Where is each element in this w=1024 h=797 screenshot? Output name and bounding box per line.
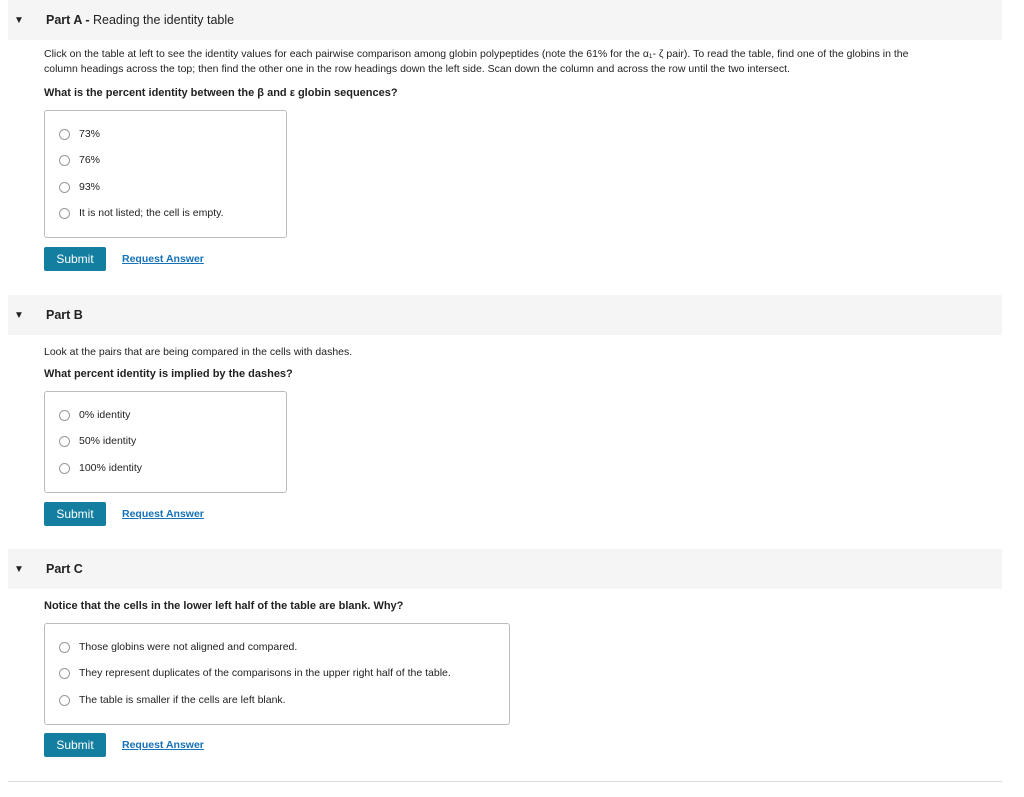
- part-c-title-label: Part C: [46, 562, 83, 576]
- choice-label: They represent duplicates of the comparisons in the upper right half of the table.: [79, 667, 451, 679]
- collapse-toggle-icon[interactable]: ▼: [14, 309, 24, 321]
- part-a-choices: [44, 110, 287, 238]
- choice-76[interactable]: [59, 154, 100, 166]
- part-b-request-answer-link[interactable]: Request Answer: [122, 508, 204, 520]
- choice-label: 93%: [79, 181, 101, 193]
- part-a-submit-button[interactable]: Submit: [44, 247, 106, 271]
- choice-not-aligned[interactable]: [59, 641, 297, 653]
- part-c-question: Notice that the cells in the lower left half of the table are blank. Why?: [44, 600, 404, 612]
- part-b-question: What percent identity is implied by the dashes?: [44, 368, 293, 380]
- collapse-toggle-icon[interactable]: ▼: [14, 563, 24, 575]
- choice-duplicates[interactable]: [59, 667, 451, 679]
- part-b-choices: [44, 391, 287, 493]
- choice-label: It is not listed; the cell is empty.: [79, 207, 224, 219]
- part-a-request-answer-link[interactable]: Request Answer: [122, 253, 204, 265]
- radio-button[interactable]: [59, 182, 70, 193]
- radio-button[interactable]: [59, 642, 70, 653]
- part-c-choices: [44, 623, 510, 725]
- part-a-question: What is the percent identity between the β and ε globin sequences?: [44, 87, 398, 99]
- choice-73[interactable]: [59, 128, 100, 140]
- part-b-title-label: Part B: [46, 308, 83, 322]
- part-a-prompt: [44, 47, 999, 77]
- part-c-submit-button[interactable]: Submit: [44, 733, 106, 757]
- part-a-title: [46, 13, 234, 27]
- part-c-header: [8, 549, 1002, 589]
- part-a-header: [8, 0, 1002, 40]
- choice-label: 73%: [79, 128, 101, 140]
- choice-100-identity[interactable]: [59, 462, 142, 474]
- part-a-title-text: Reading the identity table: [93, 13, 235, 27]
- choice-label: 100% identity: [79, 462, 143, 474]
- part-c-request-answer-link[interactable]: Request Answer: [122, 739, 204, 751]
- choice-not-listed[interactable]: [59, 207, 224, 219]
- part-a-prompt-line2: column headings across the top; then find the other one in the row headings down the left side. Scan down the column and across the row until the two intersect.: [44, 63, 790, 75]
- part-b-header: [8, 295, 1002, 335]
- radio-button[interactable]: [59, 668, 70, 679]
- choice-label: Those globins were not aligned and compared.: [79, 641, 298, 653]
- collapse-toggle-icon[interactable]: ▼: [14, 14, 24, 26]
- part-a-prompt-line1: Click on the table at left to see the identity values for each pairwise comparison among globin polypeptides (note the 61% for the α₁- ζ pair). To read the table, find one of the globins in the: [44, 48, 909, 60]
- part-b-title: [46, 308, 83, 322]
- radio-button[interactable]: [59, 436, 70, 447]
- choice-50-identity[interactable]: [59, 435, 136, 447]
- choice-label: The table is smaller if the cells are left blank.: [79, 694, 286, 706]
- radio-button[interactable]: [59, 463, 70, 474]
- radio-button[interactable]: [59, 695, 70, 706]
- choice-label: 50% identity: [79, 435, 137, 447]
- choice-label: 0% identity: [79, 409, 131, 421]
- part-c-title: [46, 562, 83, 576]
- radio-button[interactable]: [59, 129, 70, 140]
- bottom-divider: [8, 781, 1002, 782]
- radio-button[interactable]: [59, 208, 70, 219]
- part-a-title-label: Part A -: [46, 13, 93, 27]
- choice-label: 76%: [79, 154, 101, 166]
- radio-button[interactable]: [59, 410, 70, 421]
- radio-button[interactable]: [59, 155, 70, 166]
- part-b-prompt: Look at the pairs that are being compared in the cells with dashes.: [44, 346, 353, 358]
- choice-93[interactable]: [59, 181, 100, 193]
- choice-0-identity[interactable]: [59, 409, 130, 421]
- part-b-submit-button[interactable]: Submit: [44, 502, 106, 526]
- choice-smaller-table[interactable]: [59, 694, 286, 706]
